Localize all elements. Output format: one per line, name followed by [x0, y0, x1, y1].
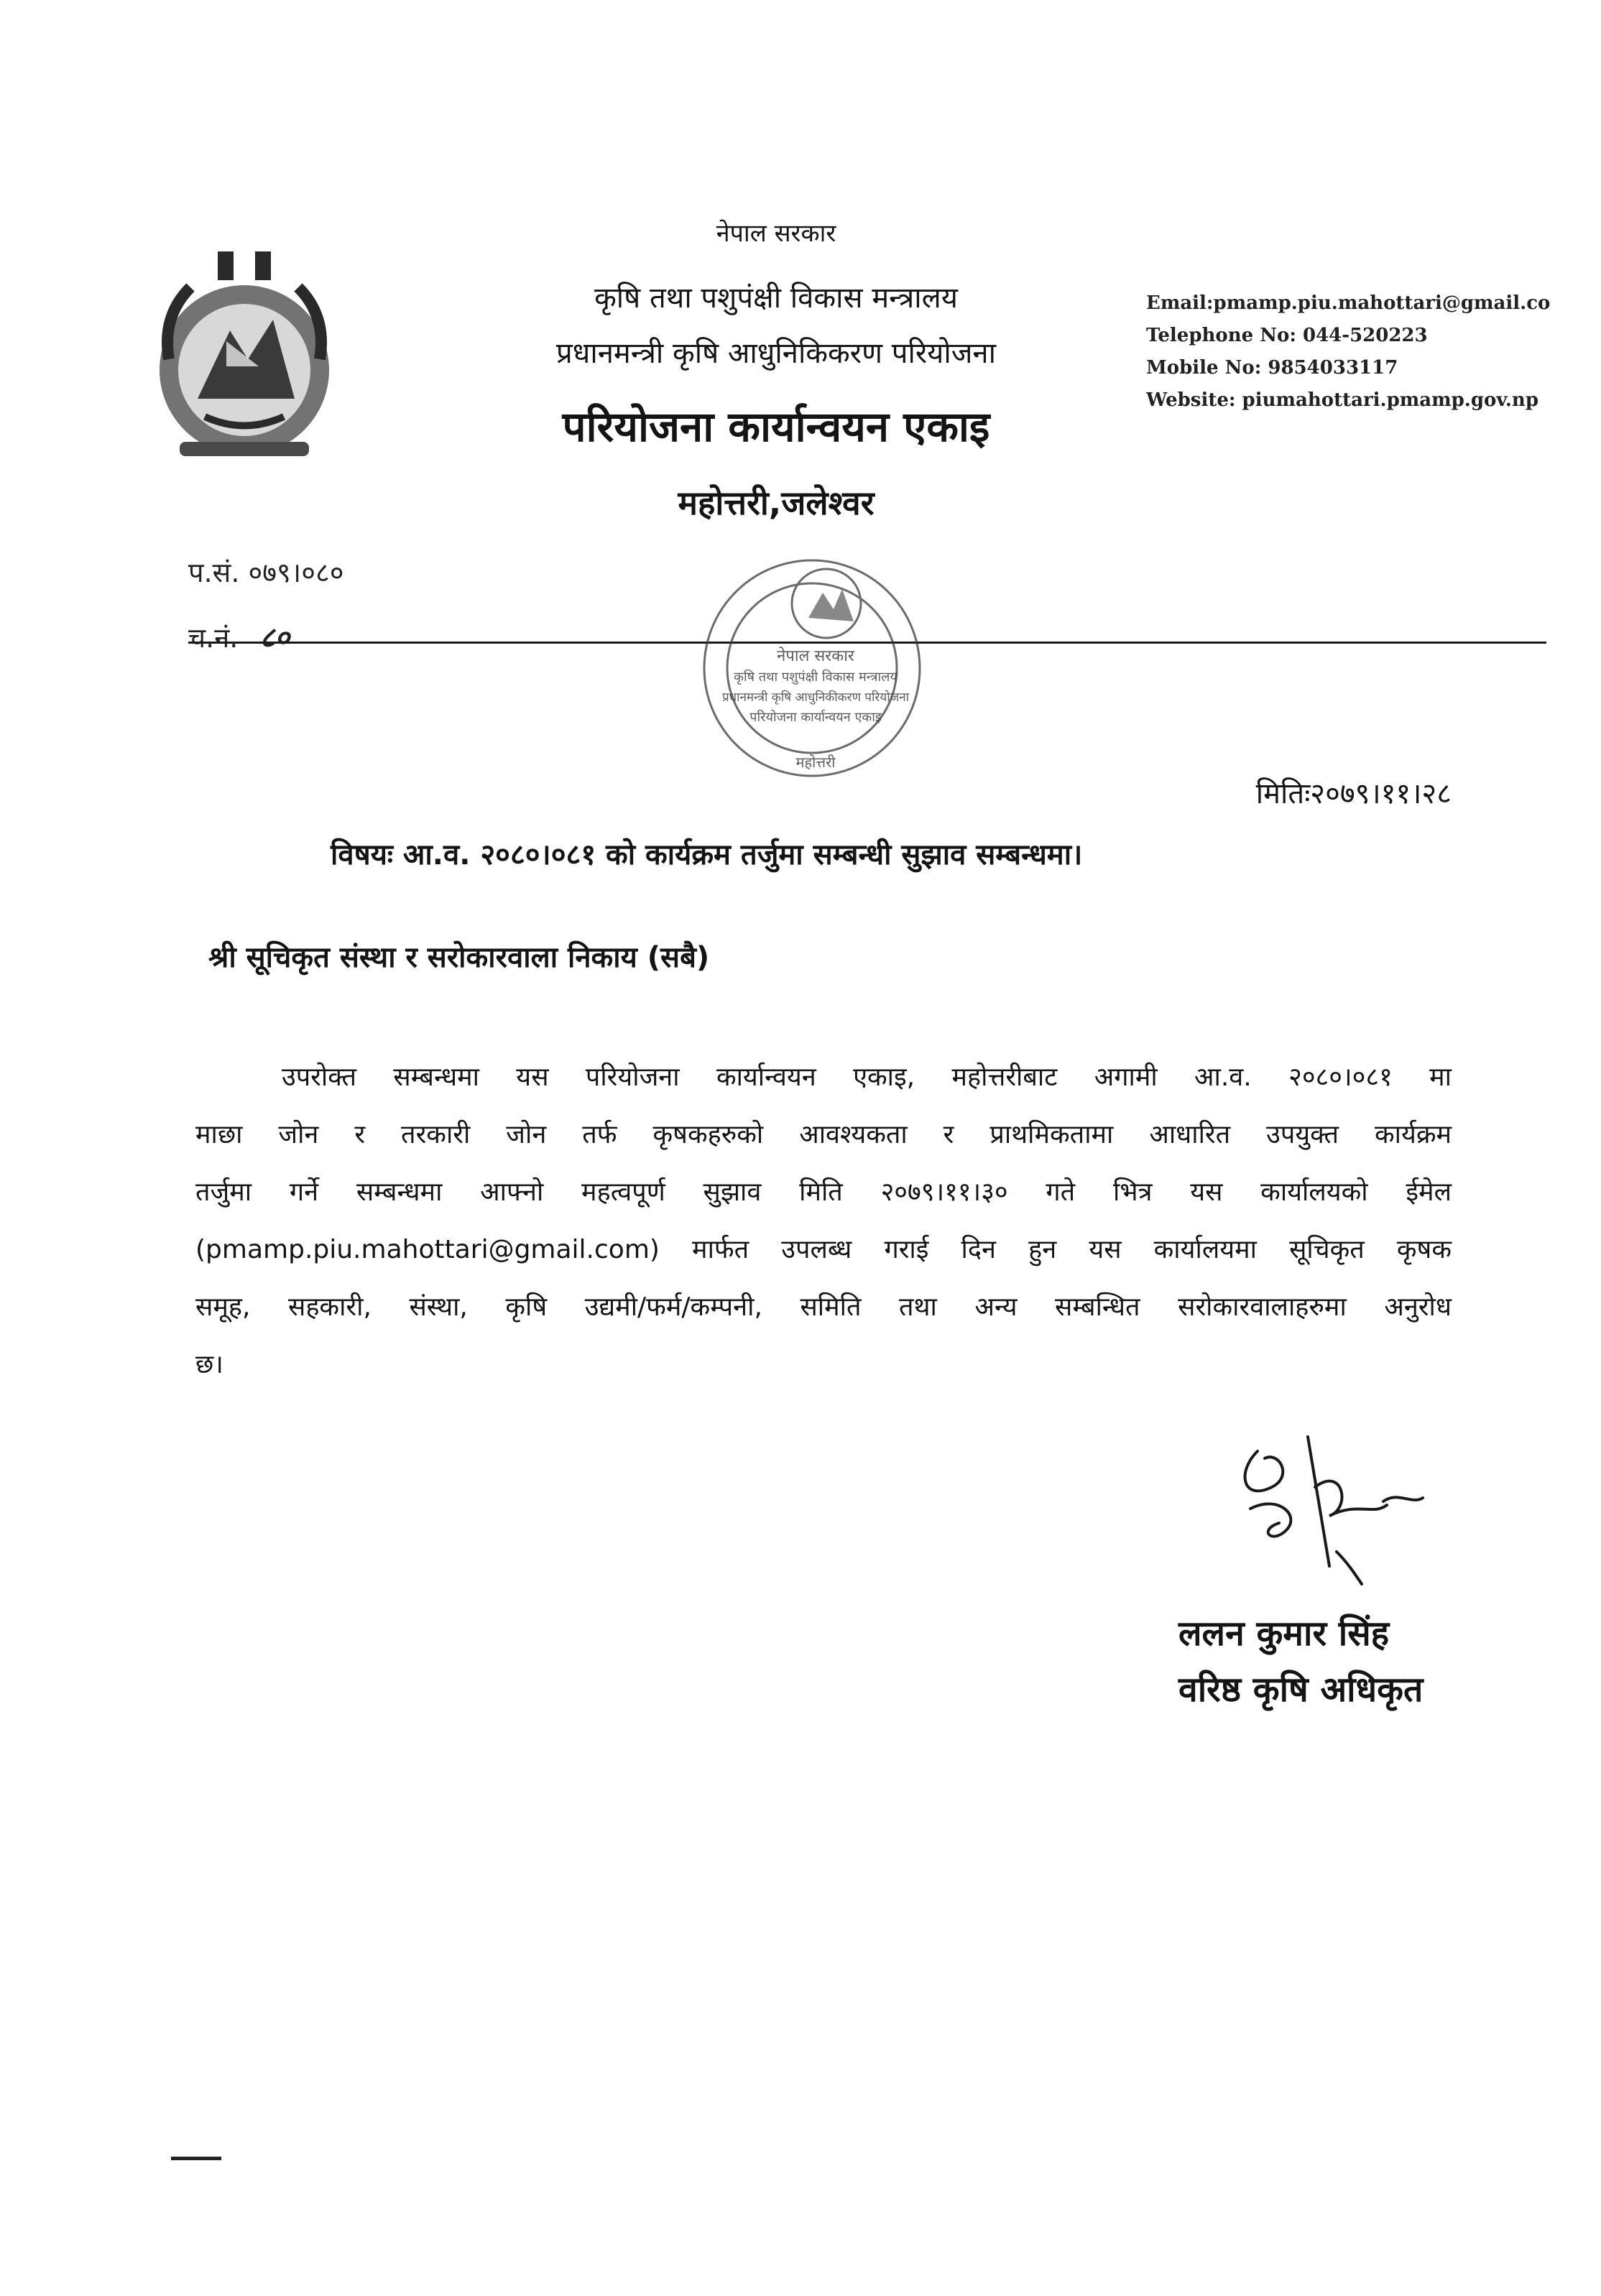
letter-subject: विषयः आ.व. २०८०।०८१ को कार्यक्रम तर्जुमा सम्बन्धी सुझाव सम्बन्धमा। — [331, 838, 1083, 871]
office-location: महोत्तरी,जलेश्वर — [678, 483, 875, 522]
contact-mobile: Mobile No: 9854033117 — [1146, 357, 1398, 379]
stamp-line-4: परियोजना कार्यान्वयन एकाइ — [749, 710, 882, 725]
ministry-name: कृषि तथा पशुपंक्षी विकास मन्त्रालय — [594, 282, 958, 315]
nepal-emblem-icon — [140, 251, 349, 467]
letter-date: मितिः२०७९।११।२८ — [1255, 777, 1452, 810]
body-line: तर्जुमा गर्ने सम्बन्धमा आफ्नो महत्वपूर्ण सुझाव मिति २०७९।११।३० गते भित्र यस कार्यालयको ईमेल — [195, 1177, 1452, 1207]
dispatch-number-row — [188, 616, 290, 656]
body-line: समूह, सहकारी, संस्था, कृषि उद्यमी/फर्म/कम्पनी, समिति तथा अन्य सम्बन्धित सरोकारवालाहरुमा अनुरोध — [195, 1292, 1452, 1322]
dispatch-label: च.नं. — [188, 622, 239, 654]
letter-body — [195, 1049, 1452, 1394]
stamp-line-1: नेपाल सरकार — [777, 647, 854, 665]
body-line-text: उपरोक्त सम्बन्धमा यस परियोजना कार्यान्वयन एकाइ, महोत्तरीबाट अगामी आ.व. २०८०।०८१ मा — [282, 1063, 1452, 1092]
signatory-designation: वरिष्ठ कृषि अधिकृत — [1178, 1670, 1424, 1710]
letter-addressee: श्री सूचिकृत संस्था र सरोकारवाला निकाय (सबै) — [208, 941, 710, 974]
contact-block — [1146, 287, 1584, 417]
ink-mark — [171, 2157, 221, 2169]
government-name: नेपाल सरकार — [716, 219, 836, 248]
body-line: (pmamp.piu.mahottari@gmail.com) मार्फत उपलब्ध गराई दिन हुन यस कार्यालयमा सूचिकृत कृषक — [195, 1235, 1452, 1264]
unit-name: परियोजना कार्यान्वयन एकाइ — [562, 402, 990, 451]
stamp-line-2: कृषि तथा पशुपंक्षी विकास मन्त्रालय — [734, 670, 898, 685]
letter-number: प.सं. ०७९।०८० — [188, 557, 344, 588]
body-line — [195, 1049, 1452, 1106]
stamp-line-3: प्रधानमन्त्री कृषि आधुनिकीकरण परियोजना — [721, 690, 910, 705]
contact-website: Website: piumahottari.pmamp.gov.np — [1146, 389, 1538, 411]
contact-email: Email:pmamp.piu.mahottari@gmail.co — [1146, 292, 1551, 314]
office-stamp-icon — [675, 553, 949, 783]
signature-icon — [1229, 1422, 1444, 1595]
body-line: माछा जोन र तरकारी जोन तर्फ कृषकहरुको आवश्यकता र प्राथमिकतामा आधारित उपयुक्त कार्यक्रम — [195, 1120, 1452, 1149]
dispatch-number: ८० — [259, 621, 290, 654]
contact-telephone: Telephone No: 044-520223 — [1146, 325, 1428, 346]
project-name: प्रधानमन्त्री कृषि आधुनिकिकरण परियोजना — [556, 337, 996, 370]
stamp-line-5: महोत्तरी — [795, 754, 836, 771]
signatory-name: ललन कुमार सिंह — [1178, 1614, 1390, 1654]
body-line: छ। — [195, 1350, 223, 1379]
